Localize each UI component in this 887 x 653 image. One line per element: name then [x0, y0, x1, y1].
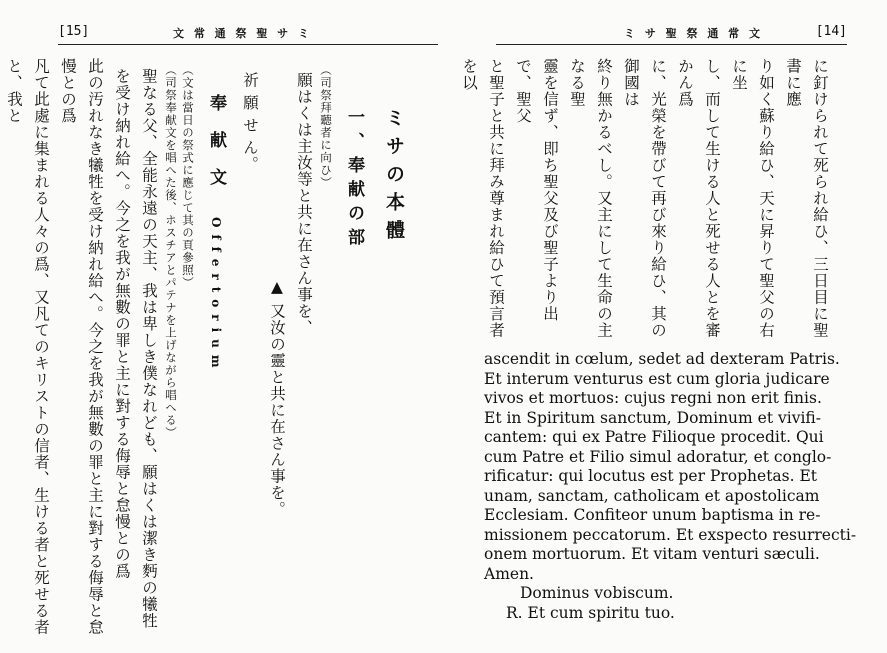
page-number-right: [14]	[815, 24, 847, 39]
dominus-vobiscum-line: Dominus vobiscum.	[520, 584, 674, 602]
creed-jp-line-5: 終り無かるべし。又主にして生命の主なる聖	[568, 58, 613, 339]
creed-latin-line-3: vivos et mortuos: cujus regni non erit finis.	[484, 389, 822, 407]
priest-line: 願はくは主汝等と共に在さん事を、	[295, 72, 313, 336]
offertory-note-1: （文は當日の祭式に應じて其の頁參照）	[181, 64, 195, 289]
subsection-title: 一、奉献の部	[344, 108, 364, 252]
creed-latin-line-2: Et interum venturus est cum gloria judicare	[484, 369, 830, 388]
left-page-body	[0, 58, 414, 643]
offertory-title-jp: 奉 献 文	[206, 94, 226, 192]
creed-latin-line-8: unam, sanctam, catholicam et apostolicam	[484, 486, 820, 505]
instruction-note: （司祭拜聽者に向ひ）	[319, 64, 333, 189]
section-title: ミサの本體	[383, 108, 405, 248]
response-line-right: R. Et cum spiritu tuo.	[506, 603, 675, 622]
page-number-left: [15]	[58, 24, 90, 39]
prayer-line-1: 聖なる父、全能永遠の天主、我は卑しき僕なれども、願はくは潔き麪の犧牲を受け納れ給へ。今之を我が無數の罪と主に對する侮辱と怠慢との爲	[113, 68, 158, 629]
right-page-vertical-text	[460, 58, 833, 343]
creed-latin-line-6: cum Patre et Filio simul adoratur, et conglo-	[484, 447, 832, 466]
creed-latin-line-9: Ecclesiam. Confiteor unum baptisma in re-	[484, 506, 821, 524]
creed-jp-line-1: に釘けられて死られ給ひ、三日目に聖書に應	[784, 58, 829, 339]
creed-latin-text	[484, 350, 884, 623]
creed-jp-line-2: り如く蘇り給ひ、天に昇りて聖父の右に坐	[730, 58, 775, 339]
right-page-header	[496, 22, 847, 45]
prayer-line-2: 此の汚れなき犧牲を受け納れ給へ。今之を我が無數の罪と主に對する侮辱と怠慢との爲	[59, 58, 104, 636]
creed-jp-line-7: と聖子と共に拜み尊まれ給ひて預言者を以	[460, 58, 505, 339]
response-line-left: ▲ 又汝の靈と共に在さん事を。	[268, 278, 286, 518]
creed-jp-line-8	[452, 58, 455, 343]
left-page-header	[58, 22, 438, 45]
creed-latin-line-7: rificatur: qui locutus est per Prophetas. Et	[484, 467, 818, 485]
creed-latin-line-5: cantem: qui ex Patre Filioque procedit. Qui	[484, 428, 824, 446]
creed-latin-line-10: missionem peccatorum. Et exspecto resurrecti-	[484, 525, 857, 544]
creed-latin-line-12: Amen.	[484, 564, 534, 583]
creed-jp-line-3: し、而して生ける人と死せる人とを審かん爲	[676, 58, 721, 339]
pray-line: 祈 願 せ ん。	[241, 72, 259, 173]
running-head-left: 文 常 通 祭 聖 サ ミ	[173, 27, 312, 40]
creed-latin-line-1: ascendit in cœlum, sedet ad dexteram Patris.	[484, 350, 840, 368]
offertory-title	[196, 58, 236, 643]
offertory-note-2: （司祭奉献文を唱へた後、ホスチアとパテナを上げながら唱へる）	[164, 64, 178, 439]
running-head-right: ミ サ 聖 祭 通 常 文	[624, 27, 763, 40]
offertory-title-latin: Offertorium	[209, 216, 223, 375]
creed-jp-line-4: に、光榮を帶びて再び來り給ひ、其の御國は	[622, 58, 667, 339]
right-page	[452, 0, 887, 653]
creed-latin-line-4: Et in Spiritum sanctum, Dominum et vivifi-	[484, 408, 821, 427]
prayer-line-3: 凡て此處に集まれる人々の爲、又凡てのキリストの信者、生ける者と死せる者と、我と	[5, 58, 50, 636]
creed-latin-line-11: onem mortuorum. Et vitam venturi sæculi.	[484, 545, 820, 563]
creed-jp-line-6: 靈を信ず、即ち聖父及び聖子より出で、聖父	[514, 58, 559, 322]
